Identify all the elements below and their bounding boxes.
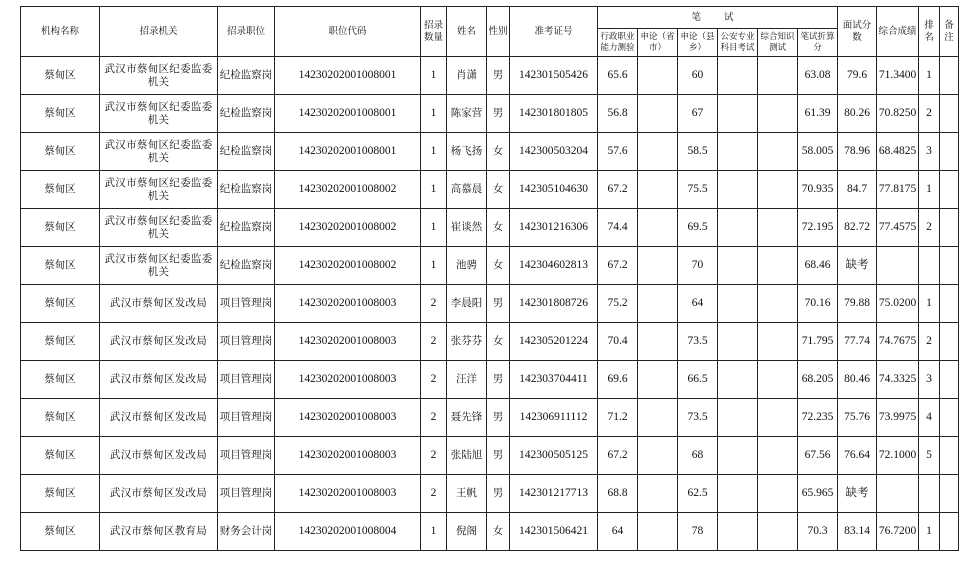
cell-shenlun-prov: [638, 513, 678, 551]
cell-agency: 武汉市蔡甸区发改局: [100, 399, 218, 437]
cell-agency: 武汉市蔡甸区纪委监委机关: [100, 247, 218, 285]
cell-org: 蔡甸区: [21, 171, 100, 209]
header-interview: 面试分数: [838, 7, 877, 57]
cell-name: 高慕晨: [447, 171, 487, 209]
cell-total: 74.7675: [877, 323, 919, 361]
cell-quota: 2: [421, 361, 447, 399]
table-body: [21, 57, 959, 551]
cell-rank: 4: [919, 399, 940, 437]
cell-code: 14230202001008003: [275, 323, 421, 361]
header-remark: 备注: [940, 7, 959, 57]
cell-position: 项目管理岗: [218, 475, 275, 513]
cell-agency: 武汉市蔡甸区纪委监委机关: [100, 57, 218, 95]
cell-agency: 武汉市蔡甸区发改局: [100, 475, 218, 513]
cell-agency: 武汉市蔡甸区发改局: [100, 323, 218, 361]
cell-xingce: 68.8: [598, 475, 638, 513]
cell-remark: [940, 513, 959, 551]
cell-org: 蔡甸区: [21, 133, 100, 171]
cell-public-security: [718, 247, 758, 285]
cell-shenlun-prov: [638, 133, 678, 171]
cell-comprehensive: [758, 95, 798, 133]
header-position: 招录职位: [218, 7, 275, 57]
cell-shenlun-prov: [638, 285, 678, 323]
cell-code: 14230202001008001: [275, 95, 421, 133]
cell-name: 李晨阳: [447, 285, 487, 323]
cell-public-security: [718, 361, 758, 399]
cell-org: 蔡甸区: [21, 285, 100, 323]
cell-shenlun-prov: [638, 361, 678, 399]
cell-xingce: 67.2: [598, 247, 638, 285]
cell-interview: 缺考: [838, 247, 877, 285]
header-name: 姓名: [447, 7, 487, 57]
table-row: [21, 57, 959, 95]
cell-written-converted: 68.205: [798, 361, 838, 399]
cell-position: 项目管理岗: [218, 285, 275, 323]
cell-rank: 1: [919, 57, 940, 95]
header-gender: 性别: [487, 7, 510, 57]
cell-rank: 3: [919, 133, 940, 171]
cell-interview: 79.6: [838, 57, 877, 95]
cell-exam-no: 142300505125: [510, 437, 598, 475]
cell-exam-no: 142306911112: [510, 399, 598, 437]
cell-interview: 77.74: [838, 323, 877, 361]
cell-rank: 3: [919, 361, 940, 399]
cell-name: 张芬芬: [447, 323, 487, 361]
cell-interview: 79.88: [838, 285, 877, 323]
cell-public-security: [718, 513, 758, 551]
cell-xingce: 65.6: [598, 57, 638, 95]
header-written: 笔 试: [598, 7, 838, 29]
table-row: [21, 247, 959, 285]
cell-comprehensive: [758, 285, 798, 323]
cell-gender: 男: [487, 57, 510, 95]
cell-xingce: 56.8: [598, 95, 638, 133]
cell-shenlun-town: 67: [678, 95, 718, 133]
cell-position: 财务会计岗: [218, 513, 275, 551]
cell-quota: 1: [421, 209, 447, 247]
cell-comprehensive: [758, 57, 798, 95]
cell-org: 蔡甸区: [21, 399, 100, 437]
cell-quota: 1: [421, 95, 447, 133]
cell-written-converted: 68.46: [798, 247, 838, 285]
cell-comprehensive: [758, 209, 798, 247]
cell-code: 14230202001008003: [275, 285, 421, 323]
cell-interview: 82.72: [838, 209, 877, 247]
cell-total: 74.3325: [877, 361, 919, 399]
cell-agency: 武汉市蔡甸区纪委监委机关: [100, 95, 218, 133]
header-code: 职位代码: [275, 7, 421, 57]
cell-shenlun-town: 64: [678, 285, 718, 323]
cell-gender: 女: [487, 209, 510, 247]
cell-code: 14230202001008003: [275, 437, 421, 475]
cell-interview: 76.64: [838, 437, 877, 475]
cell-org: 蔡甸区: [21, 247, 100, 285]
cell-written-converted: 70.3: [798, 513, 838, 551]
cell-gender: 男: [487, 95, 510, 133]
cell-position: 纪检监察岗: [218, 95, 275, 133]
cell-agency: 武汉市蔡甸区发改局: [100, 285, 218, 323]
cell-name: 池骋: [447, 247, 487, 285]
cell-code: 14230202001008002: [275, 171, 421, 209]
cell-shenlun-prov: [638, 171, 678, 209]
header-total: 综合成绩: [877, 7, 919, 57]
cell-public-security: [718, 95, 758, 133]
cell-remark: [940, 437, 959, 475]
cell-shenlun-town: 73.5: [678, 399, 718, 437]
cell-gender: 女: [487, 513, 510, 551]
cell-code: 14230202001008003: [275, 475, 421, 513]
header-shenlun-prov: 申论（省市）: [638, 29, 678, 57]
table-header: [21, 7, 959, 57]
table-row: [21, 323, 959, 361]
cell-xingce: 75.2: [598, 285, 638, 323]
cell-remark: [940, 57, 959, 95]
cell-shenlun-prov: [638, 209, 678, 247]
cell-shenlun-town: 78: [678, 513, 718, 551]
cell-exam-no: 142305201224: [510, 323, 598, 361]
score-table: [20, 6, 959, 551]
header-agency: 招录机关: [100, 7, 218, 57]
cell-xingce: 71.2: [598, 399, 638, 437]
cell-exam-no: 142301506421: [510, 513, 598, 551]
header-exam-no: 准考证号: [510, 7, 598, 57]
cell-code: 14230202001008002: [275, 209, 421, 247]
cell-quota: 1: [421, 133, 447, 171]
cell-shenlun-town: 62.5: [678, 475, 718, 513]
cell-name: 陈家营: [447, 95, 487, 133]
table-row: [21, 133, 959, 171]
cell-total: [877, 475, 919, 513]
cell-shenlun-town: 69.5: [678, 209, 718, 247]
table-row: [21, 437, 959, 475]
table-row: [21, 209, 959, 247]
cell-gender: 男: [487, 285, 510, 323]
cell-xingce: 67.2: [598, 171, 638, 209]
cell-quota: 2: [421, 323, 447, 361]
cell-shenlun-town: 68: [678, 437, 718, 475]
cell-position: 纪检监察岗: [218, 57, 275, 95]
cell-rank: 2: [919, 323, 940, 361]
cell-comprehensive: [758, 323, 798, 361]
cell-comprehensive: [758, 513, 798, 551]
cell-interview: 84.7: [838, 171, 877, 209]
cell-public-security: [718, 57, 758, 95]
cell-written-converted: 70.16: [798, 285, 838, 323]
cell-written-converted: 71.795: [798, 323, 838, 361]
cell-position: 项目管理岗: [218, 323, 275, 361]
cell-xingce: 70.4: [598, 323, 638, 361]
cell-written-converted: 72.235: [798, 399, 838, 437]
cell-code: 14230202001008003: [275, 361, 421, 399]
cell-shenlun-town: 66.5: [678, 361, 718, 399]
cell-exam-no: 142301801805: [510, 95, 598, 133]
cell-remark: [940, 95, 959, 133]
table-row: [21, 285, 959, 323]
cell-remark: [940, 247, 959, 285]
cell-xingce: 67.2: [598, 437, 638, 475]
cell-name: 王帆: [447, 475, 487, 513]
cell-remark: [940, 171, 959, 209]
cell-public-security: [718, 209, 758, 247]
cell-rank: 2: [919, 95, 940, 133]
cell-total: 77.4575: [877, 209, 919, 247]
cell-quota: 1: [421, 171, 447, 209]
cell-position: 项目管理岗: [218, 361, 275, 399]
cell-name: 张陆旭: [447, 437, 487, 475]
cell-rank: 2: [919, 209, 940, 247]
cell-agency: 武汉市蔡甸区纪委监委机关: [100, 209, 218, 247]
cell-public-security: [718, 437, 758, 475]
cell-rank: 1: [919, 513, 940, 551]
cell-name: 肖潇: [447, 57, 487, 95]
cell-interview: 75.76: [838, 399, 877, 437]
header-public-security: 公安专业科目考试: [718, 29, 758, 57]
cell-agency: 武汉市蔡甸区纪委监委机关: [100, 133, 218, 171]
cell-total: 70.8250: [877, 95, 919, 133]
cell-total: 75.0200: [877, 285, 919, 323]
cell-rank: [919, 247, 940, 285]
cell-code: 14230202001008004: [275, 513, 421, 551]
cell-position: 项目管理岗: [218, 399, 275, 437]
cell-code: 14230202001008001: [275, 133, 421, 171]
cell-comprehensive: [758, 361, 798, 399]
cell-total: 68.4825: [877, 133, 919, 171]
cell-comprehensive: [758, 133, 798, 171]
cell-org: 蔡甸区: [21, 513, 100, 551]
cell-exam-no: 142301216306: [510, 209, 598, 247]
cell-exam-no: 142304602813: [510, 247, 598, 285]
header-comprehensive: 综合知识测试: [758, 29, 798, 57]
cell-quota: 2: [421, 475, 447, 513]
cell-position: 纪检监察岗: [218, 133, 275, 171]
cell-rank: 1: [919, 285, 940, 323]
cell-position: 项目管理岗: [218, 437, 275, 475]
cell-code: 14230202001008002: [275, 247, 421, 285]
cell-interview: 缺考: [838, 475, 877, 513]
cell-name: 聂先锋: [447, 399, 487, 437]
cell-total: 76.7200: [877, 513, 919, 551]
cell-name: 杨飞扬: [447, 133, 487, 171]
cell-total: 71.3400: [877, 57, 919, 95]
table-row: [21, 95, 959, 133]
cell-remark: [940, 133, 959, 171]
cell-written-converted: 70.935: [798, 171, 838, 209]
cell-total: [877, 247, 919, 285]
cell-public-security: [718, 475, 758, 513]
cell-agency: 武汉市蔡甸区发改局: [100, 437, 218, 475]
table-row: [21, 399, 959, 437]
table-row: [21, 171, 959, 209]
cell-remark: [940, 361, 959, 399]
cell-gender: 男: [487, 475, 510, 513]
cell-quota: 2: [421, 285, 447, 323]
cell-comprehensive: [758, 171, 798, 209]
cell-written-converted: 72.195: [798, 209, 838, 247]
cell-xingce: 69.6: [598, 361, 638, 399]
cell-total: 72.1000: [877, 437, 919, 475]
cell-exam-no: 142303704411: [510, 361, 598, 399]
cell-remark: [940, 285, 959, 323]
cell-written-converted: 58.005: [798, 133, 838, 171]
cell-gender: 女: [487, 171, 510, 209]
table-row: [21, 361, 959, 399]
cell-quota: 1: [421, 57, 447, 95]
cell-org: 蔡甸区: [21, 209, 100, 247]
cell-shenlun-town: 70: [678, 247, 718, 285]
cell-org: 蔡甸区: [21, 475, 100, 513]
cell-gender: 女: [487, 247, 510, 285]
cell-agency: 武汉市蔡甸区发改局: [100, 361, 218, 399]
cell-org: 蔡甸区: [21, 323, 100, 361]
cell-remark: [940, 323, 959, 361]
cell-rank: [919, 475, 940, 513]
cell-agency: 武汉市蔡甸区纪委监委机关: [100, 171, 218, 209]
cell-name: 汪洋: [447, 361, 487, 399]
header-xingce: 行政职业能力测验: [598, 29, 638, 57]
cell-gender: 女: [487, 133, 510, 171]
cell-position: 纪检监察岗: [218, 247, 275, 285]
cell-name: 倪阁: [447, 513, 487, 551]
cell-remark: [940, 209, 959, 247]
cell-shenlun-prov: [638, 247, 678, 285]
cell-xingce: 74.4: [598, 209, 638, 247]
cell-agency: 武汉市蔡甸区教育局: [100, 513, 218, 551]
cell-shenlun-town: 60: [678, 57, 718, 95]
cell-shenlun-prov: [638, 323, 678, 361]
header-quota: 招录数量: [421, 7, 447, 57]
header-rank: 排名: [919, 7, 940, 57]
cell-remark: [940, 399, 959, 437]
cell-code: 14230202001008001: [275, 57, 421, 95]
cell-written-converted: 63.08: [798, 57, 838, 95]
cell-exam-no: 142305104630: [510, 171, 598, 209]
cell-interview: 80.26: [838, 95, 877, 133]
cell-comprehensive: [758, 437, 798, 475]
header-written-converted: 笔试折算分: [798, 29, 838, 57]
cell-interview: 78.96: [838, 133, 877, 171]
cell-position: 纪检监察岗: [218, 171, 275, 209]
cell-public-security: [718, 285, 758, 323]
cell-total: 77.8175: [877, 171, 919, 209]
cell-name: 崔谈然: [447, 209, 487, 247]
cell-public-security: [718, 323, 758, 361]
cell-position: 纪检监察岗: [218, 209, 275, 247]
cell-shenlun-town: 73.5: [678, 323, 718, 361]
cell-quota: 2: [421, 437, 447, 475]
cell-shenlun-town: 58.5: [678, 133, 718, 171]
cell-org: 蔡甸区: [21, 95, 100, 133]
header-shenlun-town: 申论（县乡）: [678, 29, 718, 57]
cell-public-security: [718, 399, 758, 437]
cell-shenlun-prov: [638, 437, 678, 475]
cell-gender: 男: [487, 437, 510, 475]
cell-shenlun-prov: [638, 475, 678, 513]
cell-interview: 83.14: [838, 513, 877, 551]
cell-gender: 女: [487, 323, 510, 361]
cell-org: 蔡甸区: [21, 57, 100, 95]
cell-shenlun-prov: [638, 95, 678, 133]
cell-gender: 男: [487, 361, 510, 399]
cell-org: 蔡甸区: [21, 437, 100, 475]
cell-written-converted: 67.56: [798, 437, 838, 475]
cell-quota: 2: [421, 399, 447, 437]
cell-comprehensive: [758, 247, 798, 285]
header-org: 机构名称: [21, 7, 100, 57]
cell-public-security: [718, 171, 758, 209]
cell-rank: 5: [919, 437, 940, 475]
cell-rank: 1: [919, 171, 940, 209]
cell-exam-no: 142301808726: [510, 285, 598, 323]
cell-public-security: [718, 133, 758, 171]
cell-org: 蔡甸区: [21, 361, 100, 399]
cell-remark: [940, 475, 959, 513]
cell-quota: 1: [421, 513, 447, 551]
cell-quota: 1: [421, 247, 447, 285]
cell-gender: 男: [487, 399, 510, 437]
cell-exam-no: 142301505426: [510, 57, 598, 95]
cell-shenlun-prov: [638, 57, 678, 95]
cell-comprehensive: [758, 399, 798, 437]
cell-interview: 80.46: [838, 361, 877, 399]
cell-exam-no: 142300503204: [510, 133, 598, 171]
cell-total: 73.9975: [877, 399, 919, 437]
table-row: [21, 513, 959, 551]
cell-xingce: 57.6: [598, 133, 638, 171]
cell-written-converted: 61.39: [798, 95, 838, 133]
cell-exam-no: 142301217713: [510, 475, 598, 513]
cell-written-converted: 65.965: [798, 475, 838, 513]
table-row: [21, 475, 959, 513]
cell-xingce: 64: [598, 513, 638, 551]
cell-comprehensive: [758, 475, 798, 513]
cell-shenlun-prov: [638, 399, 678, 437]
cell-code: 14230202001008003: [275, 399, 421, 437]
cell-shenlun-town: 75.5: [678, 171, 718, 209]
